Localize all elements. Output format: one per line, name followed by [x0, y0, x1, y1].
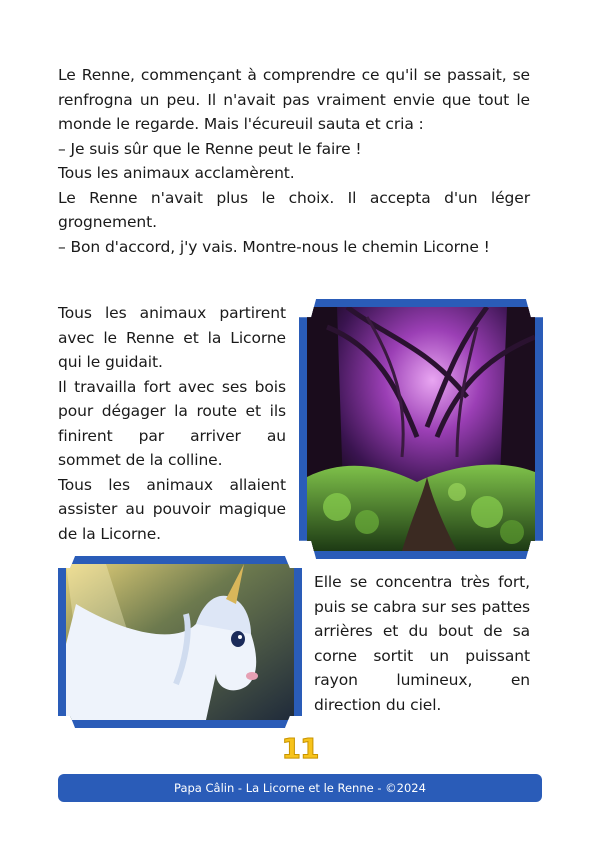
unicorn-illustration — [58, 556, 302, 728]
story-line: Le Renne, commençant à comprendre ce qu'il se passait, se renfrogna un peu. Il n'avait pas vraiment envie que tout le monde le regarde. Mais l'écureuil sauta et cria : — [58, 66, 530, 133]
story-line: Tous les animaux acclamèrent. — [58, 164, 295, 182]
story-line: – Bon d'accord, j'y vais. Montre-nous le chemin Licorne ! — [58, 237, 490, 256]
unicorn-image — [66, 564, 294, 720]
footer-text: Papa Câlin - La Licorne et le Renne - ©2024 — [174, 781, 426, 795]
footer-bar — [58, 774, 542, 802]
story-line: – Je suis sûr que le Renne peut le faire ! — [58, 139, 362, 158]
page-number: 11 — [281, 732, 319, 765]
story-line: Le Renne n'avait plus le choix. Il accepta d'un léger grognement. — [58, 188, 530, 231]
story-paragraph-2 — [58, 301, 286, 546]
story-paragraph-3 — [314, 570, 530, 717]
story-line: Tous les animaux partirent avec le Renne et la Licorne qui le guidait. — [58, 304, 286, 371]
story-line: Il travailla fort avec ses bois pour dégager la route et ils finirent par arriver au sommet de la colline. — [58, 377, 286, 469]
story-paragraph-1 — [58, 63, 530, 259]
story-line: Tous les animaux allaient assister au pouvoir magique de la Licorne. — [58, 475, 286, 543]
forest-illustration — [299, 299, 543, 559]
forest-image — [307, 307, 535, 551]
story-line: Elle se concentra très fort, puis se cabra sur ses pattes arrières et du bout de sa corne sortit un puissant rayon lumineux, en direction du ciel. — [314, 573, 530, 714]
